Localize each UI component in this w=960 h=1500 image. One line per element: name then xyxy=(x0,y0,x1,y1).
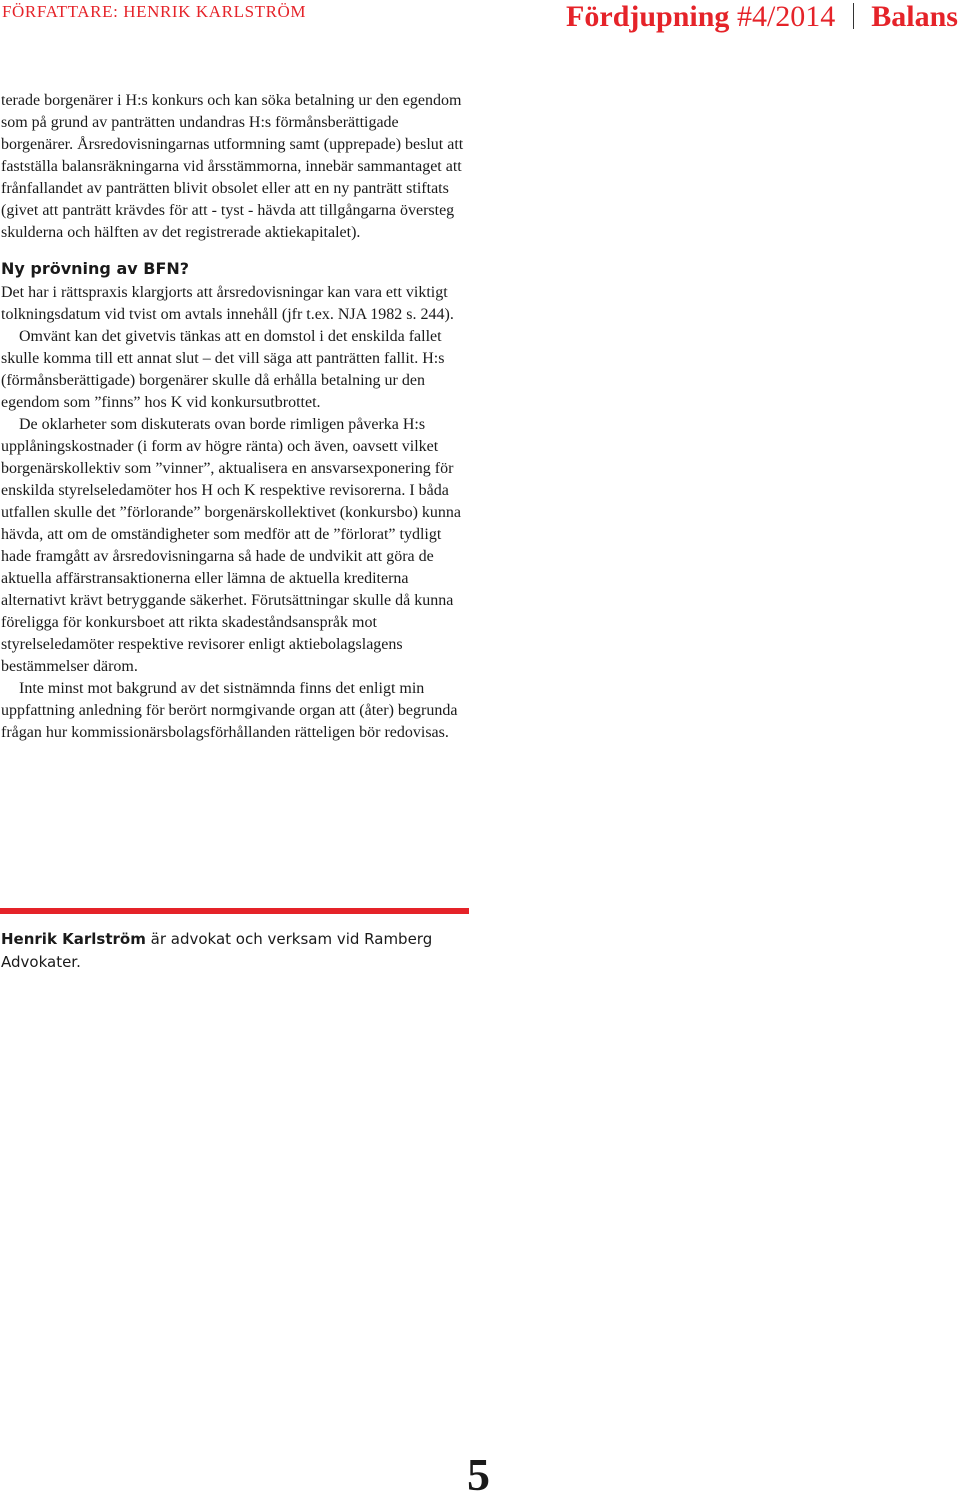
article-subheading: Ny prövning av BFN? xyxy=(1,259,190,278)
article-paragraph: Omvänt kan det givetvis tänkas att en domstol i det enskilda fallet skulle komma till ett annat slut – det vill säga att panträtten fallit. H:s (förmånsberättigade) borgenärer skulle då erhålla betalning ur den egendom som ”finns” hos K vid konkursutbrottet. xyxy=(1,328,445,411)
article-paragraph: De oklarheter som diskuterats ovan borde rimligen påverka H:s upplåningskostnader (i form av högre ränta) och även, oavsett vilket borgenärskollektiv som ”vinner”, aktualisera en ansvarsexponering för enskilda styrelseledamöter hos H och K respektive revisorerna. I båda utfallen skulle det ”förlorande” borgenärskollektivet (konkursbo) kunna hävda, att om de omständigheter som medför att de ”förlorat” tydligt hade framgått av årsredovisningarna så hade de undvikit att göra de aktuella affärstransaktionerna eller lämna de aktuella krediterna alternativt krävt betryggande säkerhet. Förutsättningar skulle då kunna föreligga för konkursboet att rikta skadeståndsanspråk mot styrelseledamöter respektive revisorer enligt aktiebolagslagens bestämmelser därom. xyxy=(1,416,462,675)
author-bio-divider xyxy=(0,908,469,914)
article-paragraph: terade borgenärer i H:s konkurs och kan söka betalning ur den egendom som på grund av panträtten undandras H:s förmånsberättigade borgenärer. Årsredovisningarnas utformning samt (upprepade) beslut att fastställa balansräkningarna vid årsstämmorna, innebär sammantaget att frånfallandet av panträtten blivit obsolet eller att en ny panträtt stiftats (givet att panträtt krävdes för att - tyst - hävda att tillgångarna översteg skulderna och hälften av det registrerade aktiekapitalet). xyxy=(1,92,464,241)
publication-masthead xyxy=(566,0,958,37)
author-bio xyxy=(1,928,471,974)
section-title: Fördjupning xyxy=(566,0,730,33)
masthead-divider xyxy=(853,3,854,29)
article-body xyxy=(1,90,469,744)
page-header xyxy=(0,0,960,40)
article-paragraph: Det har i rättspraxis klargjorts att årsredovisningar kan vara ett viktigt tolkningsdatum vid tvist om avtals innehåll (jfr t.ex. NJA 1982 s. 244). xyxy=(1,284,454,323)
magazine-name: Balans xyxy=(871,0,958,33)
issue-number: #4/2014 xyxy=(736,0,836,33)
author-bio-name: Henrik Karlström xyxy=(1,930,146,948)
page-number: 5 xyxy=(467,1449,490,1500)
author-label: FÖRFATTARE: HENRIK KARLSTRÖM xyxy=(2,2,307,21)
article-paragraph: Inte minst mot bakgrund av det sistnämnda finns det enligt min uppfattning anledning för berört normgivande organ att (åter) begrunda frågan hur kommissionärsbolagsförhållanden rätteligen bör redovisas. xyxy=(1,680,458,741)
author-bio-text: är advokat och verksam vid Ramberg Advokater. xyxy=(1,930,433,971)
